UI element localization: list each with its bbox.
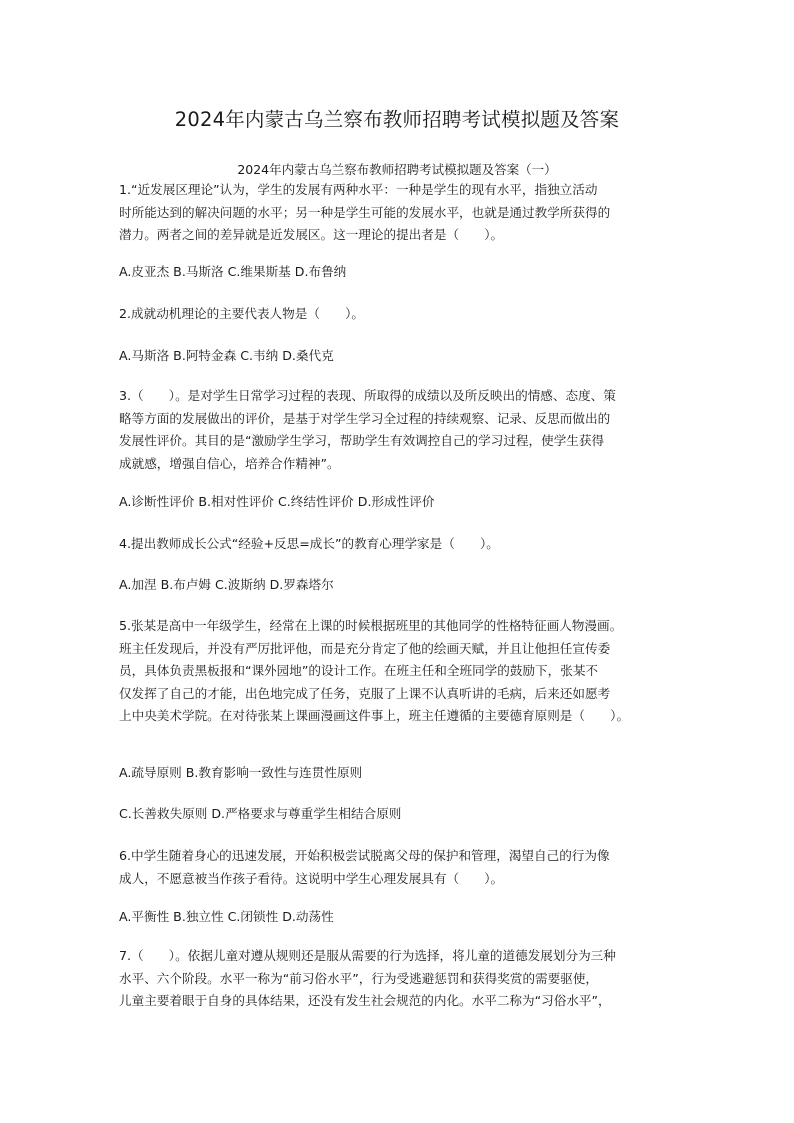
question-line: 儿童主要着眼于自身的具体结果，还没有发生社会规范的内化。水平二称为“习俗水平”，: [119, 993, 611, 1008]
question-line: 潜力。两者之间的差异就是近发展区。这一理论的提出者是（ ）。: [119, 227, 504, 242]
question-3-stem: [119, 385, 683, 475]
question-line: 7.（ ）。依据儿童对遵从规则还是服从需要的行为选择，将儿童的道德发展划分为三种: [119, 948, 616, 963]
question-7-stem: [119, 945, 683, 1013]
question-line: 3.（ ）。是对学生日常学习过程的表现、所取得的成绩以及所反映出的情感、态度、策: [119, 388, 616, 403]
question-line: 1.“近发展区理论”认为，学生的发展有两种水平：一种是学生的现有水平，指独立活动: [119, 182, 598, 197]
question-line: 员，具体负责黑板报和“课外园地”的设计工作。在班主任和全班同学的鼓励下，张某不: [119, 663, 599, 678]
section-title: 2024年内蒙古乌兰察布教师招聘考试模拟题及答案（一）: [237, 162, 557, 177]
question-line: 2.成就动机理论的主要代表人物是（ ）。: [119, 306, 364, 321]
option-line: A.加涅 B.布卢姆 C.波斯纳 D.罗森塔尔: [119, 577, 334, 592]
question-line: 6.中学生随着身心的迅速发展，开始积极尝试脱离父母的保护和管理，渴望自己的行为像: [119, 848, 610, 863]
question-6-stem: [119, 845, 683, 890]
question-line: 成人，不愿意被当作孩子看待。这说明中学生心理发展具有（ ）。: [119, 870, 504, 886]
question-3-options: [119, 491, 683, 514]
option-line: A.平衡性 B.独立性 C.闭锁性 D.动荡性: [119, 909, 334, 924]
option-line: A.马斯洛 B.阿特金森 C.韦纳 D.桑代克: [119, 348, 334, 363]
question-line: 仅发挥了自己的才能，出色地完成了任务，克服了上课不认真听讲的毛病，后来还如愿考: [119, 685, 611, 701]
question-4-stem: [119, 533, 683, 556]
question-line: 4.提出教师成长公式“经验+反思=成长”的教育心理学家是（ ）。: [119, 536, 499, 551]
question-4-options: [119, 574, 683, 597]
document-title: 2024年内蒙古乌兰察布教师招聘考试模拟题及答案: [174, 108, 620, 131]
question-line: 时所能达到的解决问题的水平；另一种是学生可能的发展水平，也就是通过教学所获得的: [119, 204, 611, 220]
question-1-options: [119, 261, 683, 284]
question-line: 发展性评价。其目的是“激励学生学习，帮助学生有效调控自己的学习过程，使学生获得: [119, 433, 605, 448]
option-line: A.诊断性评价 B.相对性评价 C.终结性评价 D.形成性评价: [119, 494, 435, 509]
question-2-options: [119, 345, 683, 368]
question-5-options-2: [119, 803, 683, 826]
question-5-stem: [119, 615, 683, 728]
question-line: 略等方面的发展做出的评价，是基于对学生学习全过程的持续观察、记录、反思而做出的: [119, 410, 611, 426]
option-line: A.皮亚杰 B.马斯洛 C.维果斯基 D.布鲁纳: [119, 264, 347, 279]
question-line: 5.张某是高中一年级学生，经常在上课的时候根据班里的其他同学的性格特征画人物漫画。: [119, 618, 623, 633]
question-2-stem: [119, 303, 683, 326]
question-line: 上中央美术学院。在对待张某上课画漫画这件事上，班主任遵循的主要德育原则是（ ）。: [119, 708, 630, 723]
question-5-options-1: [119, 762, 683, 785]
question-1-stem: [119, 179, 683, 247]
option-line: C.长善救失原则 D.严格要求与尊重学生相结合原则: [119, 806, 402, 821]
question-line: 水平、六个阶段。水平一称为“前习俗水平”，行为受逃避惩罚和获得奖赏的需要驱使，: [119, 970, 599, 986]
question-6-options: [119, 906, 683, 929]
option-line: A.疏导原则 B.教育影响一致性与连贯性原则: [119, 765, 363, 780]
question-line: 成就感，增强自信心，培养合作精神”。: [119, 455, 340, 471]
question-line: 班主任发现后，并没有严厉批评他，而是充分肯定了他的绘画天赋，并且让他担任宣传委: [119, 640, 611, 656]
